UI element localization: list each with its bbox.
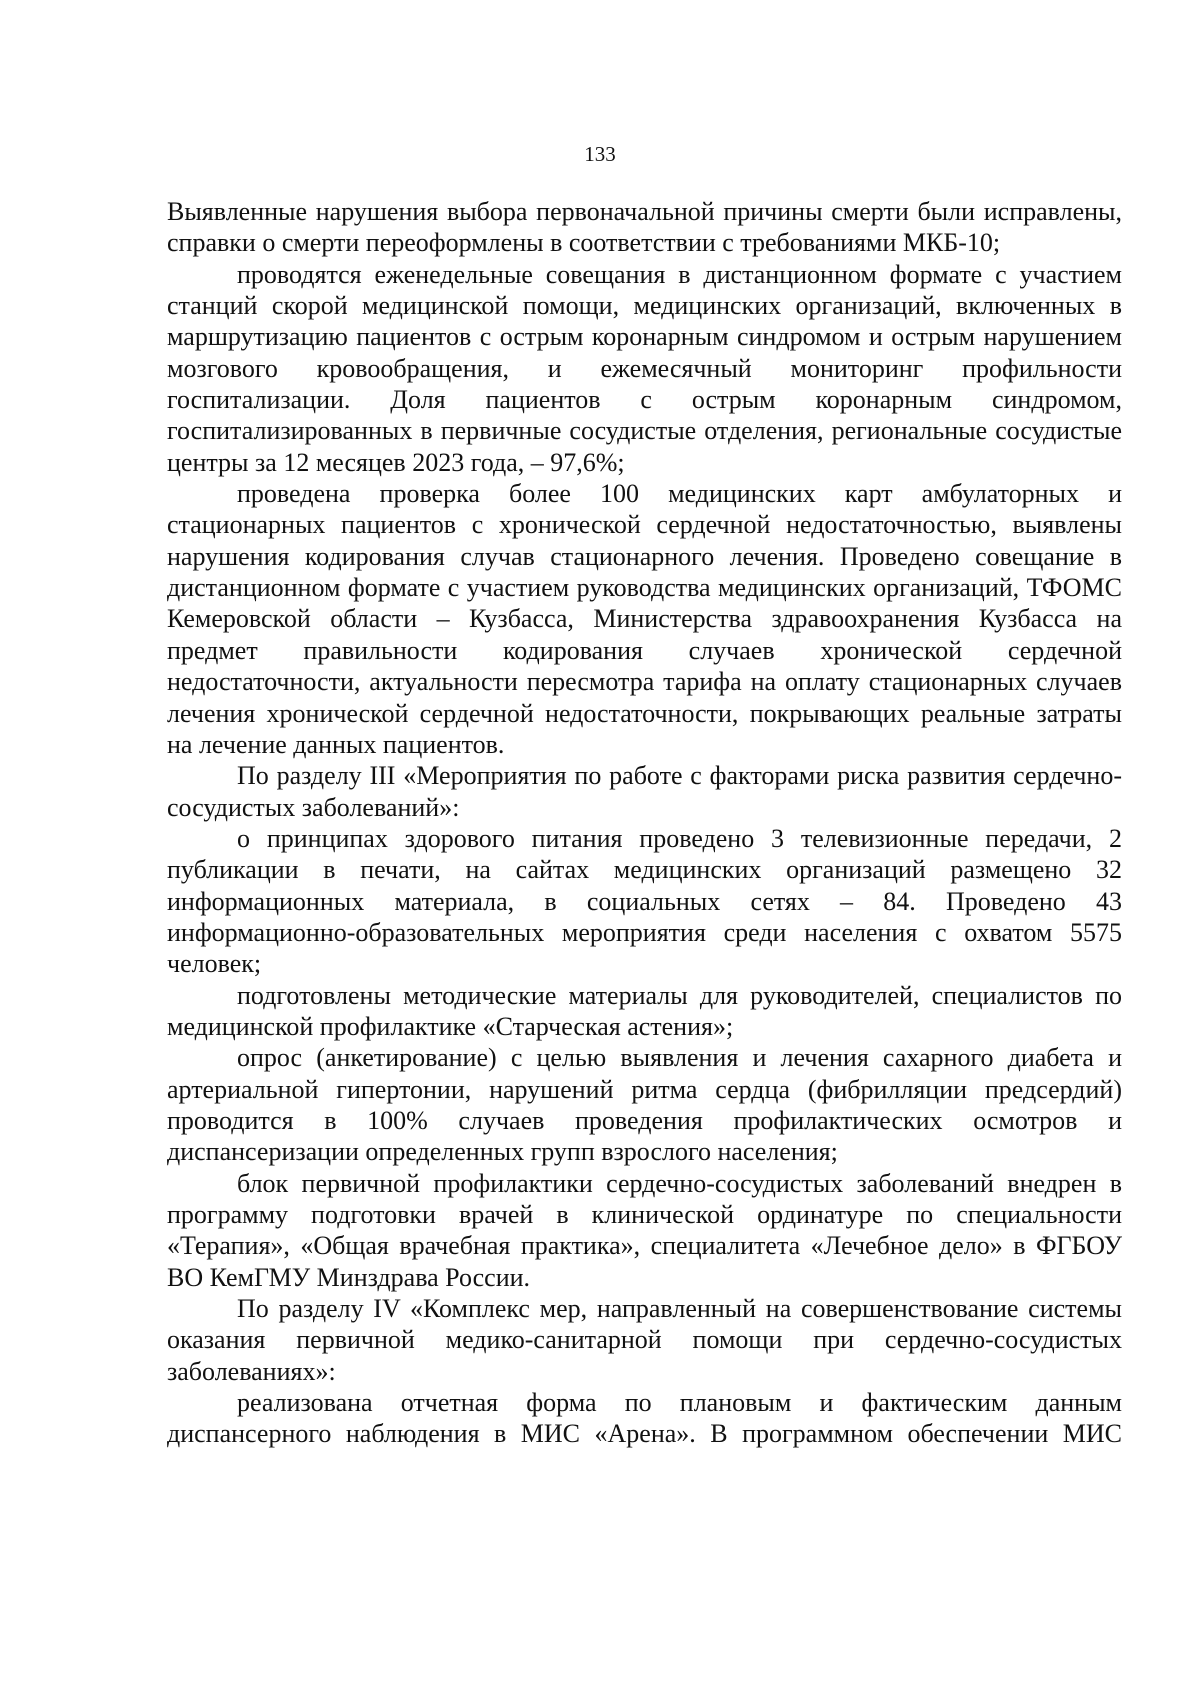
paragraph-healthy-nutrition: о принципах здорового питания проведено 3 телевизионные передачи, 2 публикации в печати, на сайтах медицинских организаций размещено 32 информационных материала, в социальных сетях – 84. Проведено 43 информационно-образовательных мероприятия среди населения с охватом 5575 человек;: [167, 823, 1122, 979]
paragraph-reporting-form: реализована отчетная форма по плановым и фактическим данным диспансерного наблюдения в МИС «Арена». В программном обеспечении МИС: [167, 1388, 1122, 1449]
document-body: [167, 196, 1122, 1450]
paragraph-methodical-materials: подготовлены методические материалы для руководителей, специалистов по медицинской профилактике «Старческая астения»;: [167, 980, 1122, 1041]
paragraph-weekly-meetings: проводятся еженедельные совещания в дистанционном формате с участием станций скорой медицинской помощи, медицинских организаций, включенных в маршрутизацию пациентов с острым коронарным синдромом и острым нарушением мозгового кровообращения, и ежемесячный мониторинг профильности госпитализации. Доля пациентов с острым коронарным синдромом, госпитализированных в первичные сосудистые отделения, региональные сосудистые центры за 12 месяцев 2023 года, – 97,6%;: [167, 259, 1122, 477]
page-number: 133: [584, 142, 616, 166]
paragraph-section-iv-heading: По разделу IV «Комплекс мер, направленный на совершенствование системы оказания первичной медико-санитарной помощи при сердечно-сосудистых заболеваниях»:: [167, 1294, 1122, 1386]
paragraph-survey: опрос (анкетирование) с целью выявления и лечения сахарного диабета и артериальной гипертонии, нарушений ритма сердца (фибрилляции предсердий) проводится в 100% случаев проведения профилактических осмотров и диспансеризации определенных групп взрослого населения;: [167, 1043, 1122, 1167]
paragraph-icd-corrections: Выявленные нарушения выбора первоначальной причины смерти были исправлены, справки о смерти переоформлены в соответствии с требованиями МКБ-10;: [167, 197, 1122, 258]
paragraph-prevention-block: блок первичной профилактики сердечно-сосудистых заболеваний внедрен в программу подготовки врачей в клинической ординатуре по специальности «Терапия», «Общая врачебная практика», специалитета «Лечебное дело» в ФГБОУ ВО КемГМУ Минздрава России.: [167, 1168, 1122, 1292]
paragraph-heart-failure-audit: проведена проверка более 100 медицинских карт амбулаторных и стационарных пациентов с хронической сердечной недостаточностью, выявлены нарушения кодирования случав стационарного лечения. Проведено совещание в дистанционном формате с участием руководства медицинских организаций, ТФОМС Кемеровской области – Кузбасса, Министерства здравоохранения Кузбасса на предмет правильности кодирования случаев хронической сердечной недостаточности, актуальности пересмотра тарифа на оплату стационарных случаев лечения хронической сердечной недостаточности, покрывающих реальные затраты на лечение данных пациентов.: [167, 479, 1122, 759]
paragraph-section-iii-heading: По разделу III «Мероприятия по работе с факторами риска развития сердечно-сосудистых заболеваний»:: [167, 761, 1122, 822]
